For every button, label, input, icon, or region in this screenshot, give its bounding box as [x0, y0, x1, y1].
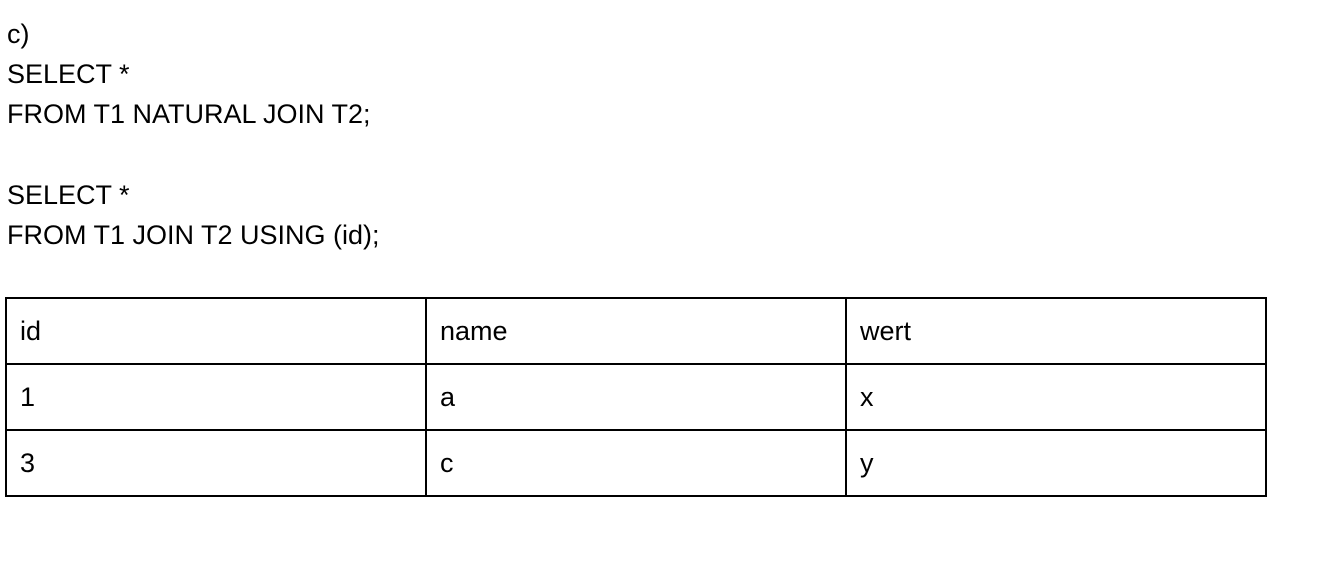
header-cell-id: id [6, 298, 426, 364]
table-cell-wert: x [846, 364, 1266, 430]
table-cell-id: 3 [6, 430, 426, 496]
query1-select-line: SELECT * [7, 59, 130, 89]
table-cell-name: a [426, 364, 846, 430]
table-cell-name: c [426, 430, 846, 496]
query2-select-line: SELECT * [7, 180, 130, 210]
section-label: c) [7, 19, 30, 49]
table-cell-wert: y [846, 430, 1266, 496]
query2-from-line: FROM T1 JOIN T2 USING (id); [7, 220, 380, 250]
blank-line [7, 134, 1287, 175]
query1-from-line: FROM T1 NATURAL JOIN T2; [7, 99, 371, 129]
result-table [5, 297, 1267, 497]
table-row [6, 364, 1266, 430]
header-cell-name: name [426, 298, 846, 364]
document-body [7, 14, 1287, 255]
header-cell-wert: wert [846, 298, 1266, 364]
table-header-row [6, 298, 1266, 364]
table-row [6, 430, 1266, 496]
table-cell-id: 1 [6, 364, 426, 430]
